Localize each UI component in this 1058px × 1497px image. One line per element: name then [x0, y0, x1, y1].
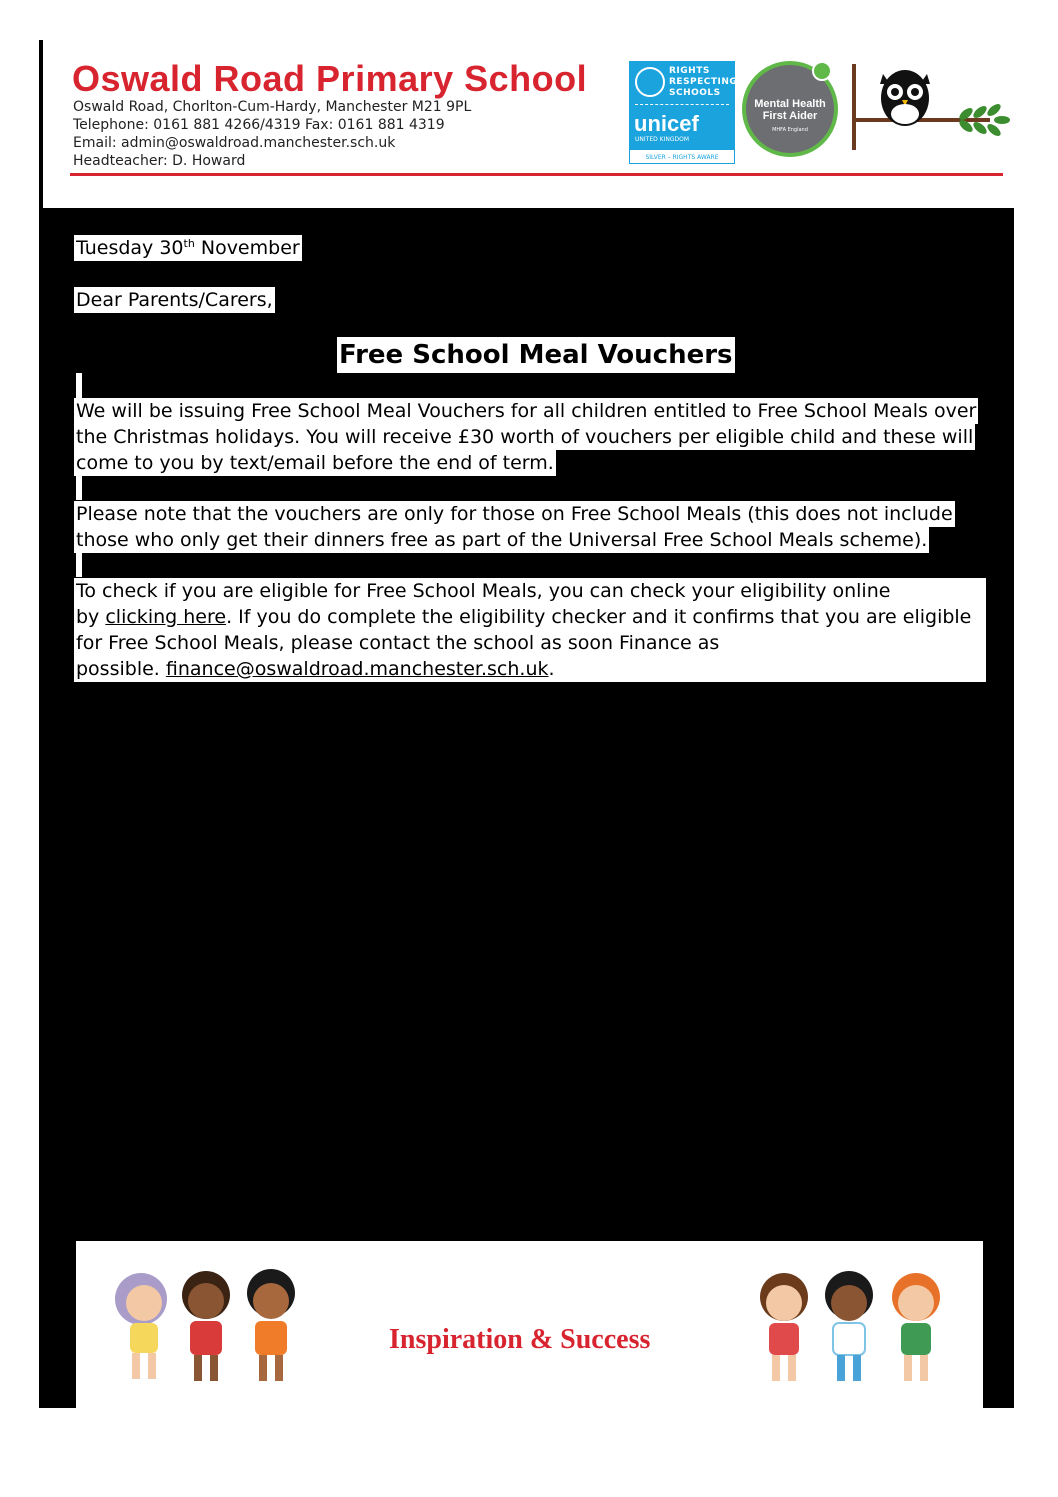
letterhead	[44, 40, 1014, 208]
branch-post	[852, 64, 856, 150]
finance-email-link[interactable]: finance@oswaldroad.manchester.sch.uk	[165, 658, 549, 680]
telephone: Telephone: 0161 881 4266/4319 Fax: 0161 881 4319	[73, 117, 445, 133]
unicef-country: UNITED KINGDOM	[635, 136, 689, 143]
school-name: Oswald Road Primary School	[72, 58, 588, 99]
email: Email: admin@oswaldroad.manchester.sch.uk	[73, 135, 396, 151]
spacer-mark	[76, 373, 82, 399]
spacer-mark	[76, 476, 82, 500]
date-ordinal: th	[183, 237, 195, 250]
rights-respecting-schools-logo	[629, 61, 738, 164]
para3-line2: by clicking here. If you do complete the eligibility checker and it confirms that you are eligible	[76, 606, 972, 628]
letter-title: Free School Meal Vouchers	[337, 337, 735, 373]
para3-line4: possible. finance@oswaldroad.manchester.sch.uk.	[76, 658, 555, 680]
rrs-divider	[635, 104, 729, 105]
mh-line2: First Aider	[762, 110, 818, 122]
mh-line1: Mental Health	[754, 98, 826, 110]
footer-banner	[76, 1241, 983, 1409]
headteacher: Headteacher: D. Howard	[73, 153, 246, 169]
rrs-award: SILVER – RIGHTS AWARE	[629, 149, 735, 164]
children-illustration-left	[96, 1261, 316, 1391]
para3-line3: for Free School Meals, please contact the school as soon Finance as	[76, 632, 720, 654]
mh-sub: MHFA England	[772, 127, 808, 133]
child-figure	[182, 1271, 230, 1381]
letter-date	[74, 235, 302, 261]
eligibility-paragraph	[74, 578, 986, 682]
rrs-line2: RESPECTING	[669, 77, 738, 87]
children-illustration-right	[744, 1261, 964, 1391]
child-figure	[115, 1273, 167, 1379]
para1-line1: We will be issuing Free School Meal Vouchers for all children entitled to Free School Meals over	[76, 400, 977, 422]
address: Oswald Road, Chorlton-Cum-Hardy, Manchester M21 9PL	[73, 99, 472, 115]
leaf-icon	[812, 61, 832, 81]
child-figure	[247, 1269, 295, 1381]
child-figure	[825, 1271, 873, 1381]
school-motto: Inspiration & Success	[389, 1324, 651, 1355]
para2-line1: Please note that the vouchers are only for those on Free School Meals (this does not include	[76, 503, 953, 525]
para2-line2: those who only get their dinners free as part of the Universal Free School Meals scheme).	[76, 529, 928, 551]
letterhead-divider	[70, 173, 1003, 176]
child-figure	[892, 1273, 940, 1381]
owl-on-branch-logo	[850, 62, 1010, 154]
rrs-line3: SCHOOLS	[669, 88, 721, 98]
contact-details	[73, 98, 471, 170]
eligibility-checker-link[interactable]: clicking here	[105, 606, 227, 628]
unicef-wordmark: unicef	[634, 111, 699, 136]
date-day: Tuesday 30	[76, 237, 184, 259]
mental-health-first-aider-logo	[742, 61, 838, 157]
rrs-line1: RIGHTS	[669, 66, 710, 76]
para1-line2: the Christmas holidays. You will receive £30 worth of vouchers per eligible child and these will	[76, 426, 974, 448]
letter-body-background	[39, 208, 1014, 1408]
para1-line3: come to you by text/email before the end of term.	[76, 452, 554, 474]
para3-line1: To check if you are eligible for Free School Meals, you can check your eligibility online	[76, 580, 891, 602]
child-figure	[760, 1273, 808, 1381]
spacer-mark	[76, 553, 82, 577]
globe-icon	[635, 67, 665, 97]
owl-icon	[880, 70, 930, 126]
greeting: Dear Parents/Carers,	[76, 289, 273, 311]
date-month: November	[194, 237, 300, 259]
left-edge-rule	[39, 40, 43, 208]
